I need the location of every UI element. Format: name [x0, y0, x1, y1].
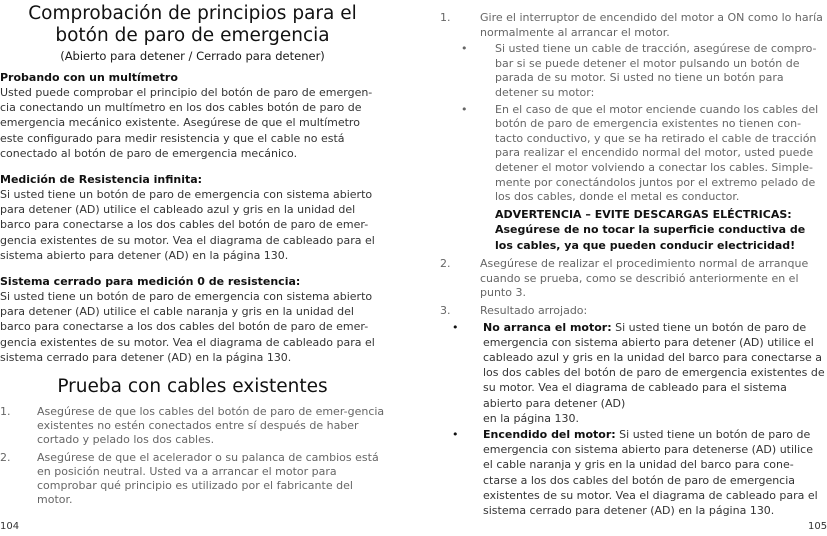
- result-item: [452, 320, 825, 426]
- infinite-resistance-heading: Medición de Resistencia infinita:: [0, 173, 203, 187]
- closed-system-heading: Sistema cerrado para medición 0 de resistencia:: [0, 275, 301, 289]
- step-3: [440, 304, 825, 319]
- result-item: [452, 427, 825, 518]
- bullet-text: En el caso de que el motor enciende cuando los cables del botón de paro de emergencia existentes no tienen con-tacto conductivo, y que se ha retirado el cable de tracción para realizar el encendido normal del motor, usted puede detener el motor volviendo a conectar los cables. Simple-mente por conectándolos juntos por el extremo pelado de los dos cables, donde el metal es conductor.: [495, 102, 819, 204]
- infinite-resistance-paragraph: Si usted tiene un botón de paro de emergencia con sistema abierto para detener (AD) utilice el cableado azul y gris en la unidad del barco para conectarse a los dos cables del botón de paro de emer-gencia existentes de su motor. Vea el diagrama de cableado para el sistema abierto para detener (AD) en la página 130.: [0, 188, 375, 262]
- existing-cables-list: [0, 405, 385, 507]
- list-item-text: Asegúrese de que los cables del botón de paro de emer-gencia existentes no estén conectados entre sí después de haber cortado y pelado los dos cables.: [37, 405, 385, 447]
- step-number: 2.: [440, 257, 451, 271]
- bullet-icon: •: [461, 42, 468, 56]
- list-item-number: 2.: [0, 450, 11, 464]
- bullet-icon: •: [452, 320, 459, 334]
- result-label: No arranca el motor:: [483, 320, 612, 334]
- warning-text: ADVERTENCIA – EVITE DESCARGAS ELÉCTRICAS: Asegúrese de no tocar la superficie conductiva de los cables, ya que pueden conducir electricidad!: [495, 207, 806, 252]
- step-text: Gire el interruptor de encendido del motor a ON como lo haría normalmente al arrancar el motor.: [480, 11, 823, 39]
- step-text: Resultado arrojado:: [480, 304, 588, 317]
- page-title: [0, 3, 385, 47]
- step-1-bullets: [461, 42, 825, 253]
- multimeter-paragraph: Usted puede comprobar el principio del botón de paro de emergen-cia conectando un multímetro en los dos cables botón de paro de emergencia mecánico existente. Asegúrese de que el multímetro este configurado para medir resistencia y que el cable no está conectado al botón de paro de emergencia mecánico.: [0, 86, 373, 160]
- step-text: Asegúrese de realizar el procedimiento normal de arranque cuando se prueba, como se describió anteriormente en el punto 3.: [480, 257, 809, 300]
- left-page: [0, 0, 385, 510]
- page-subtitle: (Abierto para detener / Cerrado para detener): [60, 49, 325, 63]
- list-item-text: Asegúrese de que el acelerador o su palanca de cambios está en posición neutral. Usted va a arrancar el motor para comprobar qué principio es utilizado por el fabricante del motor.: [37, 450, 379, 507]
- step-number: 3.: [440, 304, 451, 317]
- left-page-number: 104: [0, 521, 20, 532]
- results-list: [452, 320, 825, 519]
- bullet-icon: •: [452, 428, 459, 442]
- bullet-item: [461, 102, 825, 205]
- page-title-line-1: Comprobación de principios para el: [28, 3, 357, 24]
- step-2: [440, 257, 825, 301]
- list-item: [0, 451, 385, 508]
- right-page: [440, 11, 825, 518]
- closed-system-paragraph: Si usted tiene un botón de paro de emergencia con sistema abierto para detener (AD) utilice el cable naranja y gris en la unidad del barco para conectarse a los dos cables del botón de paro de emer-gencia existentes de su motor. Vea el diagrama de cableado para el sistema cerrado para detener (AD) en la página 130.: [0, 290, 375, 364]
- section-title: Prueba con cables existentes: [57, 376, 328, 398]
- right-page-number: 105: [808, 521, 827, 532]
- result-text: Si usted tiene un botón de paro de emergencia con sistema abierto para detenerse (AD) utilice el cable naranja y gris en la unidad del barco para cone-ctarse a los dos cables del botón de paro de emergencia existentes de su motor. Vea el diagrama de cableado para el sistema cerrado para detener (AD) en la página 130.: [483, 428, 818, 518]
- bullet-text: Si usted tiene un cable de tracción, asegúrese de compro-bar si se puede detener el motor pulsando un botón de parada de su motor. Si usted no tiene un botón para detener su motor:: [495, 42, 817, 99]
- step-number: 1.: [440, 11, 451, 24]
- list-item-number: 1.: [0, 405, 11, 419]
- result-label: Encendido del motor:: [483, 428, 616, 442]
- list-item: [0, 405, 385, 448]
- result-text-tail: en la página 130.: [483, 411, 579, 425]
- page-title-line-2: botón de paro de emergencia: [55, 25, 330, 46]
- bullet-icon: •: [461, 102, 468, 116]
- step-1: [440, 11, 825, 40]
- result-text: Si usted tiene un botón de paro de emergencia con sistema abierto para detener (AD) utilice el cableado azul y gris en la unidad del barco para conectarse a los dos cables del botón de paro de emergencia existentes de su motor. Vea el diagrama de cableado para el sistema abierto para detener (AD): [483, 320, 825, 410]
- multimeter-heading: Probando con un multímetro: [0, 71, 178, 84]
- bullet-item: [461, 42, 825, 100]
